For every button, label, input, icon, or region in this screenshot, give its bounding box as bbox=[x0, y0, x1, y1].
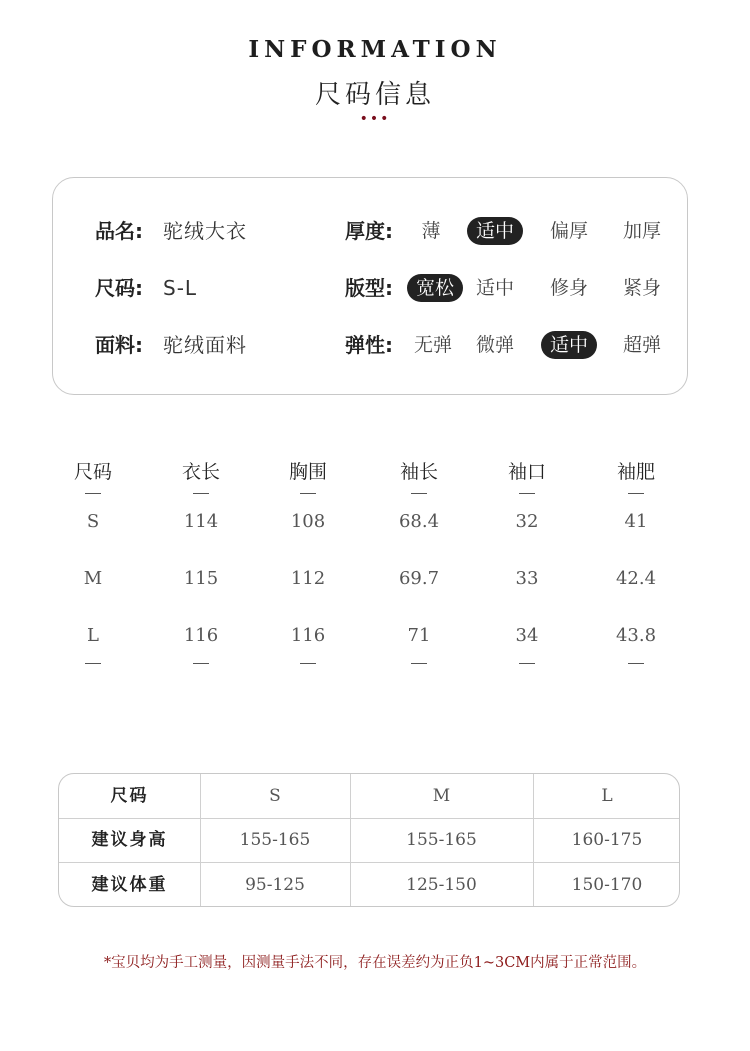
info-row-name bbox=[53, 216, 687, 246]
size-chart-cell: 108 bbox=[290, 511, 326, 532]
rec-cell: 155-165 bbox=[406, 830, 477, 850]
size-chart-cell: 115 bbox=[183, 568, 219, 589]
rec-header: M bbox=[432, 786, 451, 806]
dash-divider bbox=[519, 493, 535, 494]
size-chart-cell: 112 bbox=[290, 568, 326, 589]
dash-divider bbox=[411, 493, 427, 494]
dash-divider bbox=[193, 493, 209, 494]
rec-header: L bbox=[601, 786, 613, 806]
thickness-option-selected: 适中 bbox=[467, 217, 523, 245]
size-chart-cell: 33 bbox=[515, 568, 539, 589]
info-label: 品名: bbox=[95, 219, 143, 243]
fit-option-selected: 宽松 bbox=[407, 274, 463, 302]
info-row-size bbox=[53, 273, 687, 303]
info-label: 尺码: bbox=[95, 276, 143, 300]
dash-divider bbox=[193, 663, 209, 664]
fit-option: 紧身 bbox=[622, 277, 661, 299]
recommendation-table bbox=[58, 773, 680, 907]
thickness-option: 偏厚 bbox=[549, 220, 588, 242]
size-chart-header: 袖口 bbox=[507, 461, 546, 483]
product-info-card bbox=[52, 177, 688, 395]
info-value: 驼绒面料 bbox=[163, 333, 247, 357]
rec-cell: 150-170 bbox=[571, 875, 643, 895]
info-row-fabric bbox=[53, 330, 687, 360]
rec-row-label: 建议体重 bbox=[91, 875, 168, 895]
attr-label-fit: 版型: bbox=[345, 276, 393, 300]
size-chart-cell: 114 bbox=[183, 511, 219, 532]
thickness-option: 加厚 bbox=[622, 220, 661, 242]
elasticity-option: 无弹 bbox=[413, 334, 452, 356]
attr-label-elasticity: 弹性: bbox=[345, 333, 393, 357]
size-chart-cell: 42.4 bbox=[615, 568, 657, 589]
size-chart-cell: 43.8 bbox=[615, 625, 657, 646]
size-chart-row bbox=[38, 565, 712, 593]
rec-header: 尺码 bbox=[110, 786, 149, 806]
size-chart-header: 尺码 bbox=[73, 461, 112, 483]
rec-cell: 155-165 bbox=[239, 830, 311, 850]
dash-divider bbox=[300, 493, 316, 494]
size-chart-header-row bbox=[38, 458, 712, 486]
rec-cell: 125-150 bbox=[406, 875, 477, 895]
dash-divider bbox=[519, 663, 535, 664]
rec-row-label: 建议身高 bbox=[91, 830, 168, 850]
info-value: S-L bbox=[163, 276, 198, 300]
measurement-note: *宝贝均为手工测量，因测量手法不同，存在误差约为正负1~3CM内属于正常范围。 bbox=[103, 955, 647, 971]
size-chart-row bbox=[38, 508, 712, 536]
size-chart-cell: 116 bbox=[183, 625, 219, 646]
decorative-dots: ••• bbox=[359, 111, 391, 127]
elasticity-option: 微弹 bbox=[475, 334, 514, 356]
size-chart-cell: L bbox=[87, 625, 99, 646]
dash-divider bbox=[628, 663, 644, 664]
size-chart-cell: 116 bbox=[290, 625, 326, 646]
info-value: 驼绒大衣 bbox=[163, 219, 247, 243]
dash-divider bbox=[85, 663, 101, 664]
size-chart-header: 袖长 bbox=[399, 461, 438, 483]
elasticity-option: 超弹 bbox=[622, 334, 661, 356]
dash-divider bbox=[411, 663, 427, 664]
size-chart-cell: 41 bbox=[624, 511, 648, 532]
dash-divider bbox=[628, 493, 644, 494]
size-chart-cell: 32 bbox=[515, 511, 539, 532]
size-chart-cell: 71 bbox=[407, 625, 431, 646]
rec-header: S bbox=[269, 786, 281, 806]
size-chart-cell: M bbox=[83, 568, 103, 589]
dash-divider bbox=[300, 663, 316, 664]
thickness-option: 薄 bbox=[421, 220, 441, 242]
title-english: INFORMATION bbox=[248, 36, 502, 63]
rec-cell: 95-125 bbox=[245, 875, 305, 895]
fit-option: 修身 bbox=[549, 277, 588, 299]
dash-divider bbox=[85, 493, 101, 494]
size-chart-cell: 69.7 bbox=[398, 568, 440, 589]
title-chinese: 尺码信息 bbox=[314, 80, 435, 110]
rec-cell: 160-175 bbox=[571, 830, 643, 850]
elasticity-option-selected: 适中 bbox=[541, 331, 597, 359]
attr-label-thickness: 厚度: bbox=[345, 219, 393, 243]
size-chart-header: 衣长 bbox=[181, 461, 220, 483]
size-chart-row bbox=[38, 622, 712, 650]
size-chart-cell: S bbox=[86, 511, 100, 532]
size-chart-header: 胸围 bbox=[288, 461, 327, 483]
size-chart-header: 袖肥 bbox=[616, 461, 655, 483]
size-chart-cell: 68.4 bbox=[398, 511, 440, 532]
info-label: 面料: bbox=[95, 333, 143, 357]
fit-option: 适中 bbox=[475, 277, 514, 299]
size-chart-cell: 34 bbox=[515, 625, 539, 646]
